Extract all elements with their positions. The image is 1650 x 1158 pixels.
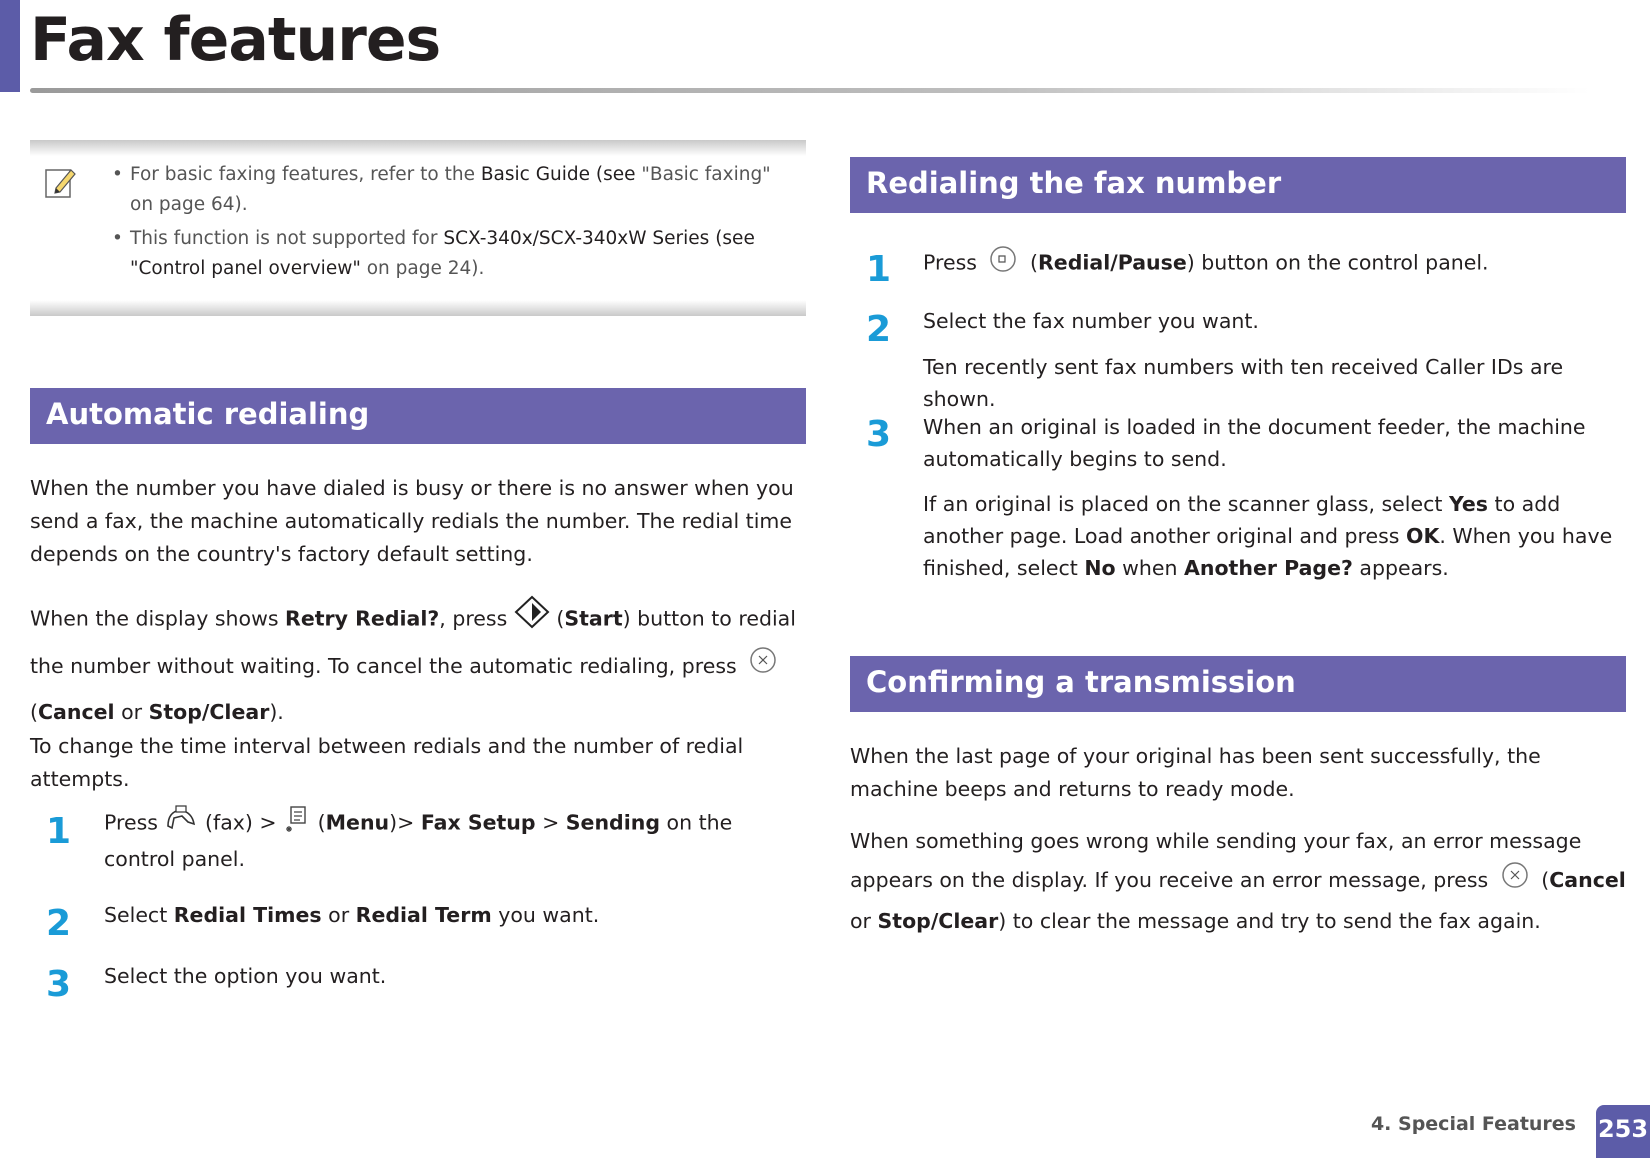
menu-icon bbox=[283, 804, 311, 843]
pencil-note-icon bbox=[44, 166, 76, 200]
confirm-paragraph-2: When something goes wrong while sending your fax, an error message appears on the display. If you receive an error message, press (Cancel or Stop/Clear) to clear the message and try to send the fax again. bbox=[850, 829, 1626, 933]
confirm-paragraph-1: When the last page of your original has been sent successfully, the machine beeps and returns to ready mode. bbox=[850, 744, 1541, 801]
redial-fax-step-2-note: Ten recently sent fax numbers with ten received Caller IDs are shown. bbox=[923, 355, 1564, 411]
auto-redial-paragraph-2: When the display shows Retry Redial?, press (Start) button to redial the number without waiting. To cancel the automatic redialing, press (Cancel or Stop/Clear). bbox=[30, 595, 806, 734]
step-number: 3 bbox=[46, 964, 72, 1005]
step-number: 3 bbox=[866, 414, 892, 455]
redial-fax-step-3: When an original is loaded in the document feeder, the machine automatically begins to send. bbox=[923, 415, 1586, 471]
auto-redial-step-2: Select Redial Times or Redial Term you want. bbox=[104, 903, 600, 927]
note-bottom-rule bbox=[30, 300, 806, 316]
section-header-redialing-fax-number: Redialing the fax number bbox=[850, 157, 1626, 213]
title-divider bbox=[30, 88, 1590, 93]
step-number: 1 bbox=[46, 811, 72, 852]
auto-redial-step-1: Press (fax) > (Menu)> Fax Setup > Sending on the control panel. bbox=[104, 804, 784, 875]
page-title: Fax features bbox=[30, 5, 441, 75]
cancel-button-icon bbox=[743, 645, 783, 690]
title-accent-bar bbox=[0, 0, 20, 92]
redial-fax-step-3-note: If an original is placed on the scanner glass, select Yes to add another page. Load another original and press OK. When you have finished, select No when Another Page? appears. bbox=[923, 492, 1613, 580]
control-panel-overview-link[interactable]: SCX-340x/SCX-340xW Series (see "Control panel overview" bbox=[130, 228, 755, 279]
section-header-automatic-redialing: Automatic redialing bbox=[30, 388, 806, 444]
note-item-not-supported: • This function is not supported for SCX-340x/SCX-340xW Series (see "Control panel overview" on page 24). bbox=[112, 228, 755, 279]
step-number: 2 bbox=[866, 309, 892, 350]
auto-redial-paragraph-3: To change the time interval between redials and the number of redial attempts. bbox=[30, 734, 744, 791]
auto-redial-paragraph-1: When the number you have dialed is busy or there is no answer when you send a fax, the machine automatically redials the number. The redial time depends on the country's factory default setting. bbox=[30, 476, 794, 566]
start-diamond-icon bbox=[514, 595, 550, 644]
basic-guide-link[interactable]: Basic Guide (see bbox=[480, 164, 636, 185]
redial-fax-step-2: Select the fax number you want. bbox=[923, 309, 1259, 333]
cancel-button-icon bbox=[1495, 860, 1535, 902]
auto-redial-step-3: Select the option you want. bbox=[104, 964, 387, 988]
footer-chapter-label: 4. Special Features bbox=[1370, 1113, 1576, 1135]
step-number: 2 bbox=[46, 903, 72, 944]
step-number: 1 bbox=[866, 249, 892, 290]
note-item-basic-faxing: • For basic faxing features, refer to the Basic Guide (see "Basic faxing" on page 64). bbox=[112, 164, 771, 215]
page-number-badge: 253 bbox=[1596, 1105, 1650, 1158]
redial-pause-button-icon bbox=[983, 244, 1023, 283]
fax-icon bbox=[164, 804, 198, 843]
redial-fax-step-1: Press (Redial/Pause) button on the control panel. bbox=[923, 244, 1613, 283]
note-top-rule bbox=[30, 140, 806, 156]
section-header-confirming-transmission: Confirming a transmission bbox=[850, 656, 1626, 712]
note-box bbox=[30, 140, 806, 316]
